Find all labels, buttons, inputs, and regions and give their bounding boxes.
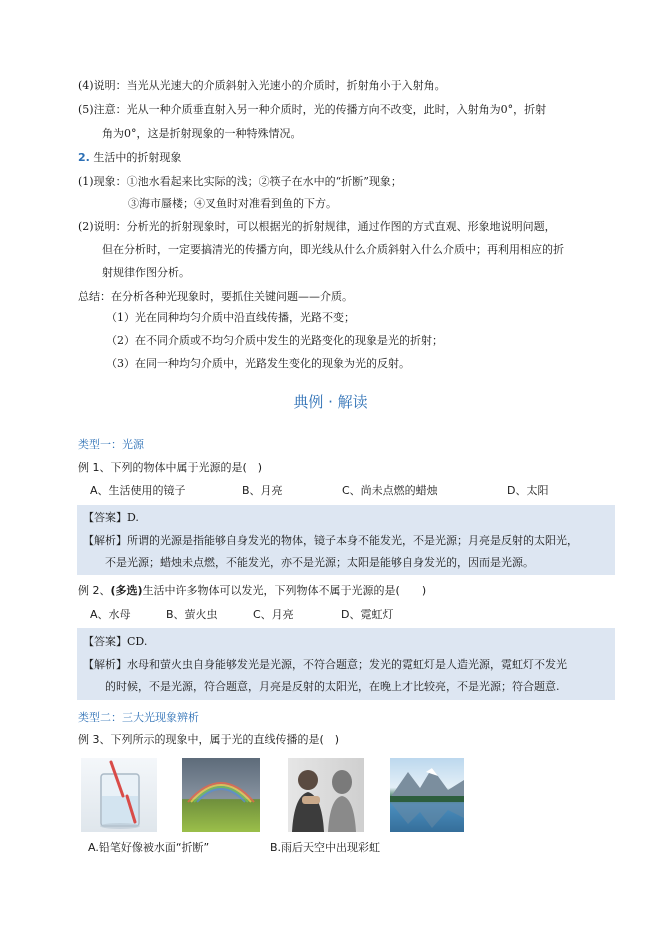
example-1-analysis: 【解析】所谓的光源是指能够自身发光的物体，镜子本身不能发光，不是光源；月亮是反射的太阳光，	[83, 534, 578, 547]
summary: 总结：在分析各种光现象时，要抓住关键问题——介质。	[78, 290, 353, 303]
example-2-option-b: B、萤火虫	[166, 608, 218, 621]
example-1-option-c: C、尚未点燃的蜡烛	[342, 484, 438, 497]
caption-b: B.雨后天空中出现彩虹	[270, 841, 381, 854]
example-2-analysis: 【解析】水母和萤火虫自身能够发光是光源，不符合题意；发光的霓虹灯是人造光源，霓虹灯不发光	[83, 658, 567, 671]
example-1-answer: 【答案】D.	[83, 511, 139, 524]
example-2-multi-tag: (多选)	[110, 584, 143, 597]
summary-item-3: （3）在同一种均匀介质中，光路发生变化的现象为光的反射。	[106, 357, 410, 370]
para-5: (5)注意：光从一种介质垂直射入另一种介质时，光的传播方向不改变，此时，入射角为0°，折射	[78, 103, 547, 116]
section-2-title	[78, 150, 181, 166]
example-3-stem: 例 3、下列所示的现象中，属于光的直线传播的是( )	[78, 733, 340, 746]
explain-line-2: 但在分析时，一定要搞清光的传播方向，即光线从什么介质斜射入什么介质中；再利用相应的折	[102, 243, 564, 256]
shadow-image	[288, 758, 364, 832]
explain-line-3: 射规律作图分析。	[102, 266, 190, 279]
example-1-stem: 例 1、下列的物体中属于光源的是( )	[78, 461, 263, 474]
para-4: (4)说明：当光从光速大的介质斜射入光速小的介质时，折射角小于入射角。	[78, 79, 446, 92]
example-2-answer-box	[77, 628, 615, 700]
example-1-answer-box	[77, 505, 615, 575]
section-heading: 典例 · 解读	[293, 393, 368, 411]
summary-item-2: （2）在不同介质或不均匀介质中发生的光路变化的现象是光的折射；	[106, 334, 443, 347]
example-2-analysis-cont: 的时候，不是光源，符合题意，月亮是反射的太阳光，在晚上才比较亮，不是光源；符合题意.	[105, 680, 560, 693]
rainbow-image	[182, 758, 260, 832]
section-2-number: 2.	[78, 151, 90, 164]
example-2-stem	[78, 583, 426, 599]
example-2-question: 生活中许多物体可以发光，下列物体不属于光源的是( )	[142, 584, 427, 597]
example-1-option-b: B、月亮	[242, 484, 283, 497]
example-2-prefix: 例 2、	[78, 584, 111, 597]
example-2-option-a: A、水母	[90, 608, 131, 621]
example-1-option-a: A、生活使用的镜子	[90, 484, 186, 497]
para-5-cont: 角为0°，这是折射现象的一种特殊情况。	[102, 127, 302, 140]
caption-a: A.铅笔好像被水面“折断”	[88, 841, 210, 854]
type-1-label: 类型一：光源	[78, 438, 144, 451]
summary-item-1: （1）光在同种均匀介质中沿直线传播，光路不变；	[106, 311, 355, 324]
example-2-option-d: D、霓虹灯	[341, 608, 394, 621]
phenomena-line-2: ③海市蜃楼；④叉鱼时对准看到鱼的下方。	[128, 197, 337, 210]
section-2-text: 生活中的折射现象	[93, 151, 182, 164]
type-2-label: 类型二：三大光现象辨析	[78, 711, 199, 724]
example-1-analysis-cont: 不是光源；蜡烛未点燃，不能发光，亦不是光源；太阳是能够自身发光的，因而是光源。	[105, 556, 534, 569]
example-2-answer: 【答案】CD.	[83, 635, 148, 648]
explain-line-1: (2)说明：分析光的折射现象时，可以根据光的折射规律，通过作图的方式直观、形象地说明问题，	[78, 220, 556, 233]
example-2-option-c: C、月亮	[253, 608, 294, 621]
phenomena-line-1: (1)现象：①池水看起来比实际的浅；②筷子在水中的“折断”现象；	[78, 175, 402, 188]
pencil-in-water-image	[81, 758, 157, 832]
example-1-option-d: D、太阳	[507, 484, 549, 497]
lake-reflection-image	[390, 758, 464, 832]
